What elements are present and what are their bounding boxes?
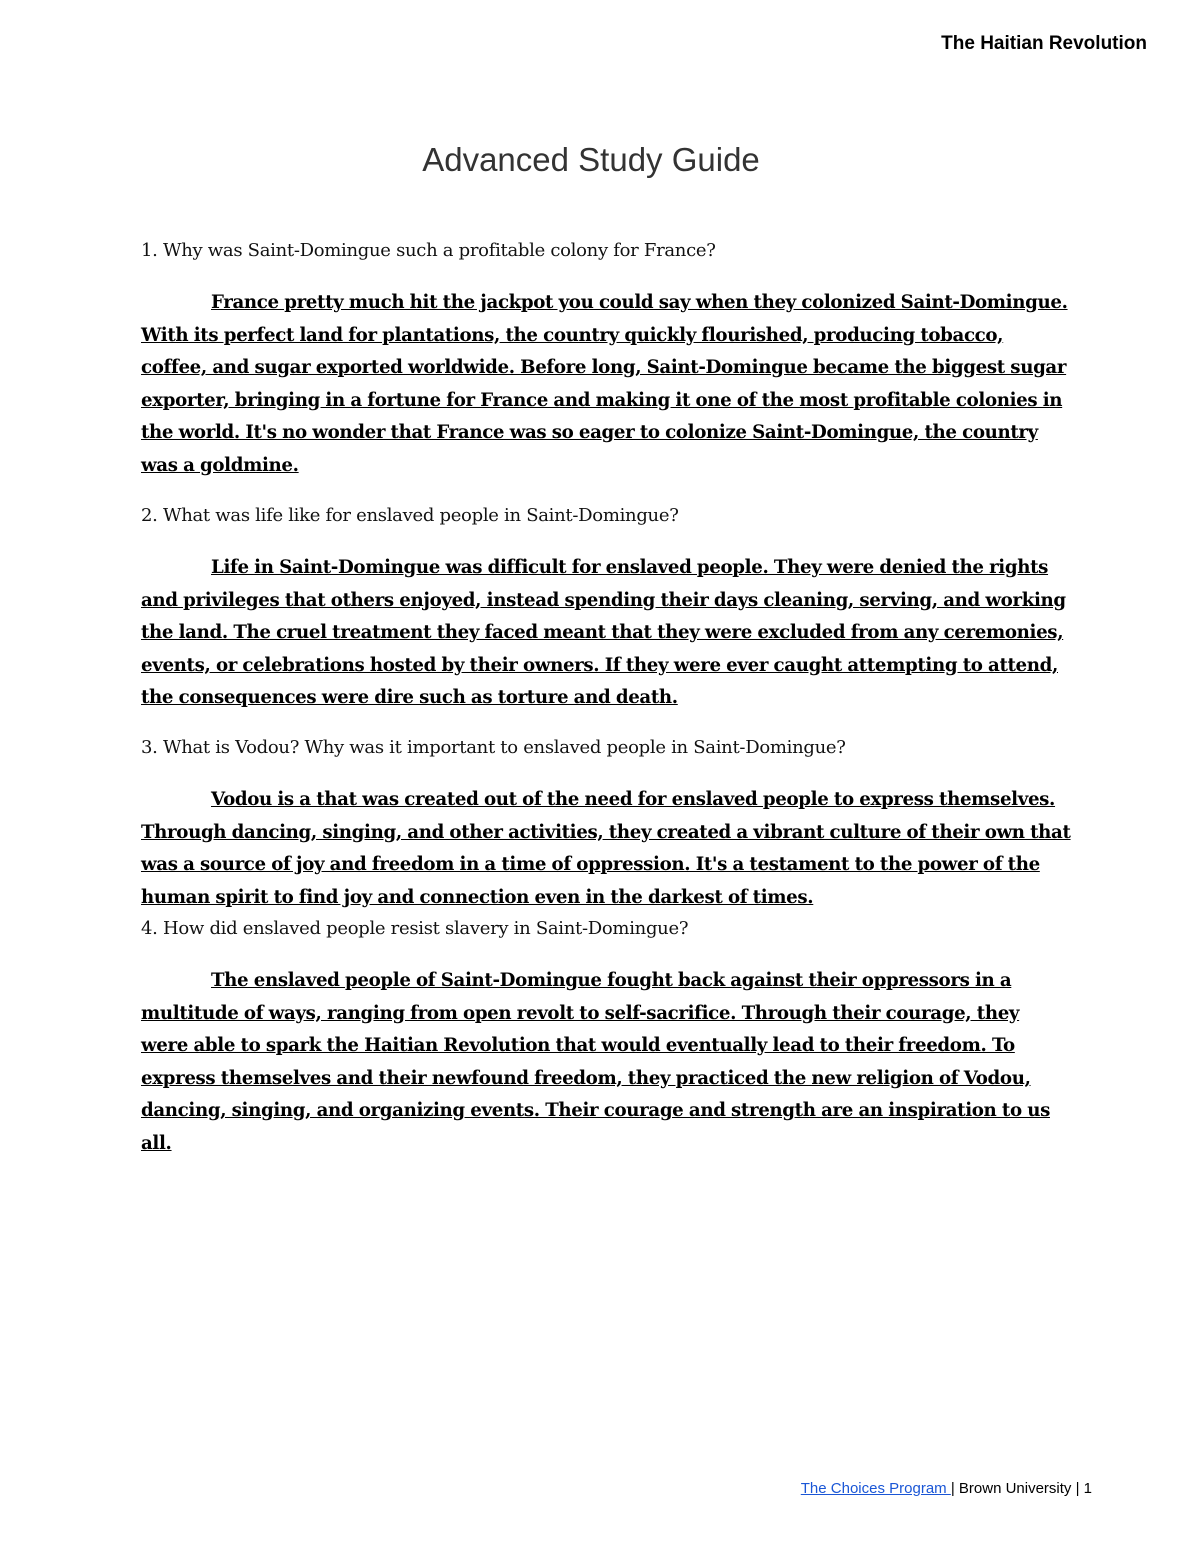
answer-2: Life in Saint-Domingue was difficult for enslaved people. They were denied the rights and privileges that others enjoyed, instead spending their days cleaning, serving, and working the land. The cruel treatment they faced meant that they were excluded from any ceremonies, events, or celebrations hosted by their owners. If they were ever caught attempting to attend, the consequences were dire such as torture and death. [141,557,1066,709]
answer-4: The enslaved people of Saint-Domingue fought back against their oppressors in a multitude of ways, ranging from open revolt to self-sacrifice. Through their courage, they were able to spark the Haitian Revolution that would eventually lead to their freedom. To express themselves and their newfound freedom, they practiced the new religion of Vodou, dancing, singing, and organizing events. Their courage and strength are an inspiration to us all. [141,970,1050,1154]
answer-1: France pretty much hit the jackpot you could say when they colonized Saint-Domingue. With its perfect land for plantations, the country quickly flourished, producing tobacco, coffee, and sugar exported worldwide. Before long, Saint-Domingue became the biggest sugar exporter, bringing in a fortune for France and making it one of the most profitable colonies in the world. It's no wonder that France was so eager to colonize Saint-Domingue, the country was a goldmine. [141,292,1068,476]
question-3: 3. What is Vodou? Why was it important to enslaved people in Saint-Domingue? [141,737,846,758]
question-1: 1. Why was Saint-Domingue such a profitable colony for France? [141,240,716,261]
document-title: Advanced Study Guide [422,141,760,178]
page-footer [801,1480,1092,1497]
choices-program-link[interactable]: The Choices Program [800,1480,951,1497]
question-4: 4. How did enslaved people resist slavery in Saint-Domingue? [141,918,689,939]
page-header-title: The Haitian Revolution [941,33,1147,54]
question-2: 2. What was life like for enslaved people in Saint-Domingue? [141,505,679,526]
answer-3: Vodou is a that was created out of the need for enslaved people to express themselves. Through dancing, singing, and other activities, they created a vibrant culture of their own that was a source of joy and freedom in a time of oppression. It's a testament to the power of the human spirit to find joy and connection even in the darkest of times. [141,789,1071,908]
footer-text: | Brown University | 1 [950,1480,1092,1497]
